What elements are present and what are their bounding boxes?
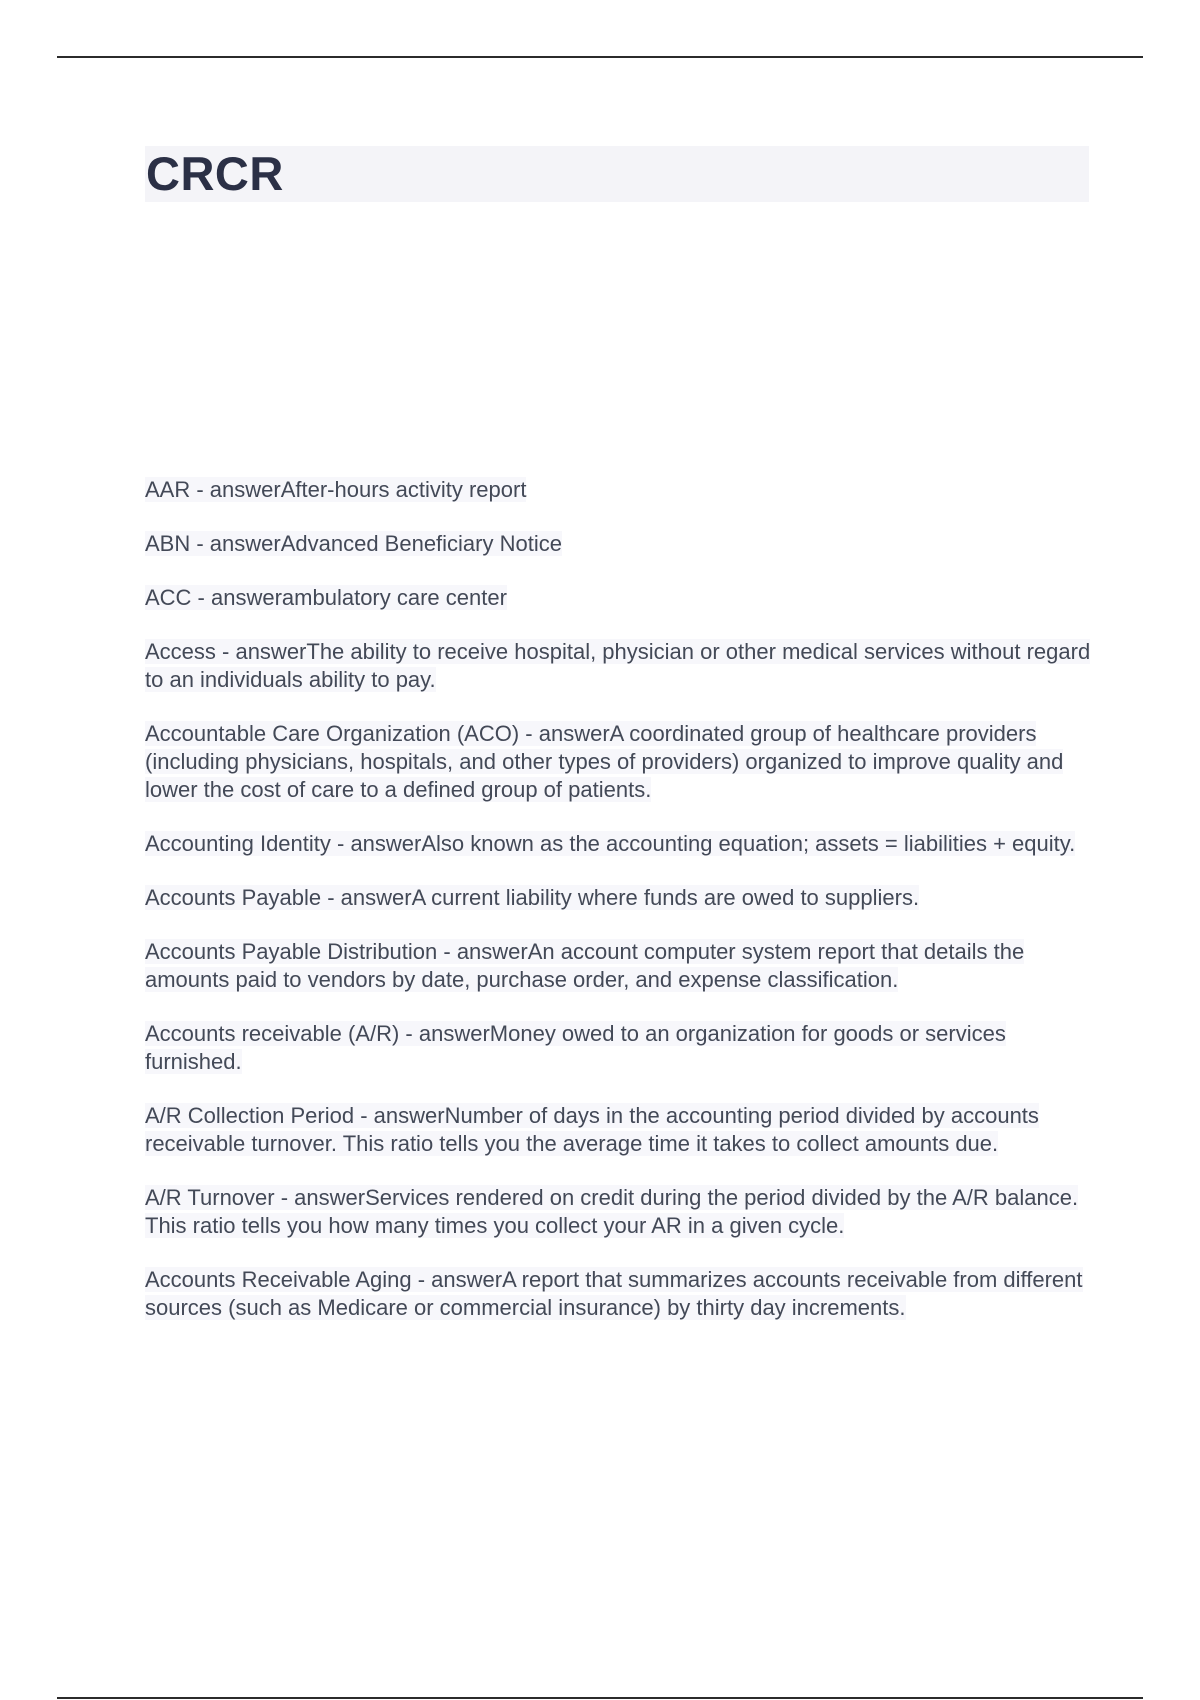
top-rule [57, 56, 1143, 58]
entry-text: A/R Collection Period - answerNumber of days in the accounting period divided by accounts receivable turnover. This ratio tells you the average time it takes to collect amounts due. [145, 1103, 1039, 1156]
entry-text: AAR - answerAfter-hours activity report [145, 477, 527, 502]
glossary-entry [145, 584, 1095, 612]
bottom-rule [57, 1697, 1143, 1699]
glossary-entry [145, 830, 1095, 858]
glossary-entry [145, 1184, 1095, 1240]
glossary-entry [145, 638, 1095, 694]
glossary-entry [145, 1102, 1095, 1158]
glossary-entry [145, 720, 1095, 804]
entry-text: Accounts Payable Distribution - answerAn account computer system report that details the amounts paid to vendors by date, purchase order, and expense classification. [145, 939, 1025, 992]
glossary-entry [145, 938, 1095, 994]
entry-text: Accountable Care Organization (ACO) - answerA coordinated group of healthcare providers (including physicians, hospitals, and other types of providers) organized to improve quality and lower the cost of care to a defined group of patients. [145, 721, 1064, 802]
glossary-entry [145, 1020, 1095, 1076]
glossary-entry [145, 476, 1095, 504]
entry-text: Accounts Receivable Aging - answerA report that summarizes accounts receivable from different sources (such as Medicare or commercial insurance) by thirty day increments. [145, 1267, 1083, 1320]
entry-text: Accounts Payable - answerA current liability where funds are owed to suppliers. [145, 885, 920, 910]
glossary-entry [145, 1266, 1095, 1322]
entry-text: Accounting Identity - answerAlso known as the accounting equation; assets = liabilities + equity. [145, 831, 1076, 856]
entry-text: ACC - answerambulatory care center [145, 585, 507, 610]
glossary-list [145, 476, 1095, 1348]
entry-text: A/R Turnover - answerServices rendered on credit during the period divided by the A/R balance. This ratio tells you how many times you collect your AR in a given cycle. [145, 1185, 1079, 1238]
glossary-entry [145, 530, 1095, 558]
page-title: CRCR [146, 147, 284, 200]
entry-text: ABN - answerAdvanced Beneficiary Notice [145, 531, 562, 556]
title-highlight [145, 146, 1089, 202]
entry-text: Accounts receivable (A/R) - answerMoney owed to an organization for goods or services furnished. [145, 1021, 1006, 1074]
entry-text: Access - answerThe ability to receive hospital, physician or other medical services without regard to an individuals ability to pay. [145, 639, 1091, 692]
glossary-entry [145, 884, 1095, 912]
